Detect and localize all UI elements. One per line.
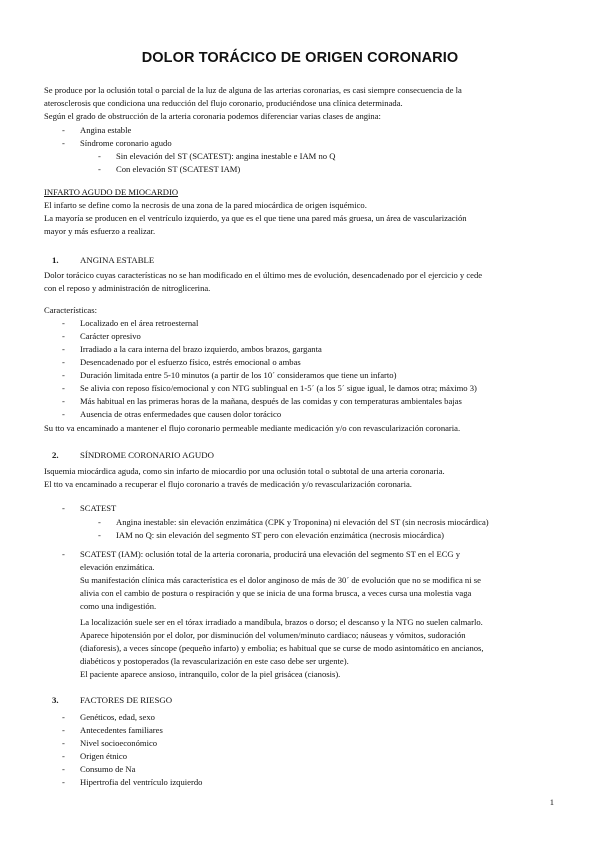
bullet-dash: - (62, 370, 65, 380)
list-item: Ausencia de otras enfermedades que causen dolor torácico (80, 409, 282, 419)
bullet-dash: - (62, 738, 65, 748)
list-item: Más habitual en las primeras horas de la mañana, después de las comidas y con temperaturas ambientales bajas (80, 396, 462, 406)
list-item: SCATEST (80, 503, 117, 513)
section-heading: FACTORES DE RIESGO (80, 695, 173, 705)
bullet-dash: - (62, 751, 65, 761)
bullet-dash: - (62, 344, 65, 354)
iam-line: alivia con el cambio de postura o respiración y que se inicia de una forma brusca, a veces cursa una molestia vaga (80, 588, 472, 598)
list-item: Se alivia con reposo físico/emocional y con NTG sublingual en 1-5´ (a los 5´ sigue igual, le damos otra; máximo 3) (80, 383, 477, 393)
iam-line: (diaforesis), a veces síncope (pequeño infarto) y embolia; es habitual que se curse de modo asintomático en ancianos, (80, 643, 484, 653)
bullet-dash: - (98, 164, 101, 174)
bullet-dash: - (62, 712, 65, 722)
list-subitem: Angina inestable: sin elevación enzimática (CPK y Troponina) ni elevación del ST (sin necrosis miocárdica) (116, 517, 489, 527)
iam-line: Su manifestación clínica más característica es el dolor anginoso de más de 30´ de evolución que no se modifica ni se (80, 575, 481, 585)
bullet-dash: - (62, 138, 65, 148)
iam-line: La localización suele ser en el tórax irradiado a mandíbula, brazos o dorso; el descanso y la NTG no suelen calmarlo. (80, 617, 483, 627)
iam-line: SCATEST (IAM): oclusión total de la arteria coronaria, producirá una elevación del segmento ST en el ECG y (80, 549, 461, 559)
list-item: Irradiado a la cara interna del brazo izquierdo, ambos brazos, garganta (80, 344, 322, 354)
list-item: Origen étnico (80, 751, 128, 761)
infarto-line-1: El infarto se define como la necrosis de una zona de la pared miocárdica de origen isquémico. (44, 200, 367, 210)
bullet-dash: - (98, 151, 101, 161)
list-item: Síndrome coronario agudo (80, 138, 172, 148)
s1-caract: Características: (44, 305, 97, 315)
section-heading: SÍNDROME CORONARIO AGUDO (80, 450, 214, 460)
page-title: DOLOR TORÁCICO DE ORIGEN CORONARIO (141, 50, 459, 66)
section-number: 3. (52, 695, 59, 705)
bullet-dash: - (62, 764, 65, 774)
bullet-dash: - (62, 409, 65, 419)
list-subitem: Sin elevación del ST (SCATEST): angina inestable e IAM no Q (116, 151, 336, 161)
intro-line-1: Se produce por la oclusión total o parcial de la luz de alguna de las arterias coronarias, es casi siempre consecuencia de la (44, 85, 462, 95)
s2-line-2: El tto va encaminado a recuperar el flujo coronario a través de medicación y/o revascularización coronaria. (44, 479, 412, 489)
list-item: Duración limitada entre 5-10 minutos (a partir de los 10´ consideramos que tiene un infarto) (80, 370, 397, 380)
list-subitem: IAM no Q: sin elevación del segmento ST pero con elevación enzimática (necrosis miocárdica) (116, 530, 444, 540)
bullet-dash: - (62, 383, 65, 393)
bullet-dash: - (98, 517, 101, 527)
section-number: 1. (52, 255, 59, 265)
intro-line-2: aterosclerosis que condiciona una reducción del flujo coronario, produciéndose una clínica determinada. (44, 98, 403, 108)
infarto-line-3: mayor y más esfuerzo a realizar. (44, 226, 156, 236)
s2-line-1: Isquemia miocárdica aguda, como sin infarto de miocardio por una oclusión total o subtotal de una arteria coronaria. (44, 466, 445, 476)
s1-line-1: Dolor torácico cuyas características no se han modificado en el último mes de evolución, desencadenado por el ejercicio y cede (44, 270, 483, 280)
iam-line: elevación enzimática. (80, 562, 155, 572)
list-item: Genéticos, edad, sexo (80, 712, 155, 722)
list-item: Angina estable (80, 125, 132, 135)
s1-line-2: con el reposo y administración de nitroglicerina. (44, 283, 211, 293)
bullet-dash: - (62, 503, 65, 513)
list-subitem: Con elevación ST (SCATEST IAM) (116, 164, 241, 174)
bullet-dash: - (62, 725, 65, 735)
bullet-dash: - (62, 357, 65, 367)
iam-line: diabéticos y postoperados (la revascularización en este caso debe ser urgente). (80, 656, 349, 666)
infarto-line-2: La mayoría se producen en el ventrículo izquierdo, ya que es el que tiene una pared más gruesa, un área de vascularización (44, 213, 467, 223)
section-number: 2. (52, 450, 59, 460)
list-item: Desencadenado por el esfuerzo físico, estrés emocional o ambas (80, 357, 301, 367)
section-heading: ANGINA ESTABLE (80, 255, 155, 265)
bullet-dash: - (98, 530, 101, 540)
infarto-heading: INFARTO AGUDO DE MIOCARDIO (44, 187, 179, 197)
list-item: Nivel socioeconómico (80, 738, 158, 748)
list-item: Localizado en el área retroesternal (80, 318, 199, 328)
iam-line: Aparece hipotensión por el dolor, por disminución del volumen/minuto cardiaco; náuseas y vómitos, sudoración (80, 630, 466, 640)
bullet-dash: - (62, 549, 65, 559)
bullet-dash: - (62, 777, 65, 787)
list-item: Consumo de Na (80, 764, 136, 774)
list-item: Antecedentes familiares (80, 725, 163, 735)
bullet-dash: - (62, 396, 65, 406)
iam-line: El paciente aparece ansioso, intranquilo, color de la piel grisácea (cianosis). (80, 669, 341, 679)
iam-line: como una indigestión. (80, 601, 157, 611)
bullet-dash: - (62, 318, 65, 328)
list-item: Carácter opresivo (80, 331, 141, 341)
intro-line-3: Según el grado de obstrucción de la arteria coronaria podemos diferenciar varias clases de angina: (44, 111, 381, 121)
page-number: 1 (549, 797, 554, 807)
bullet-dash: - (62, 331, 65, 341)
s1-closing: Su tto va encaminado a mantener el flujo coronario permeable mediante medicación y/o con revascularización coronaria. (44, 423, 461, 433)
list-item: Hipertrofia del ventrículo izquierdo (80, 777, 203, 787)
bullet-dash: - (62, 125, 65, 135)
